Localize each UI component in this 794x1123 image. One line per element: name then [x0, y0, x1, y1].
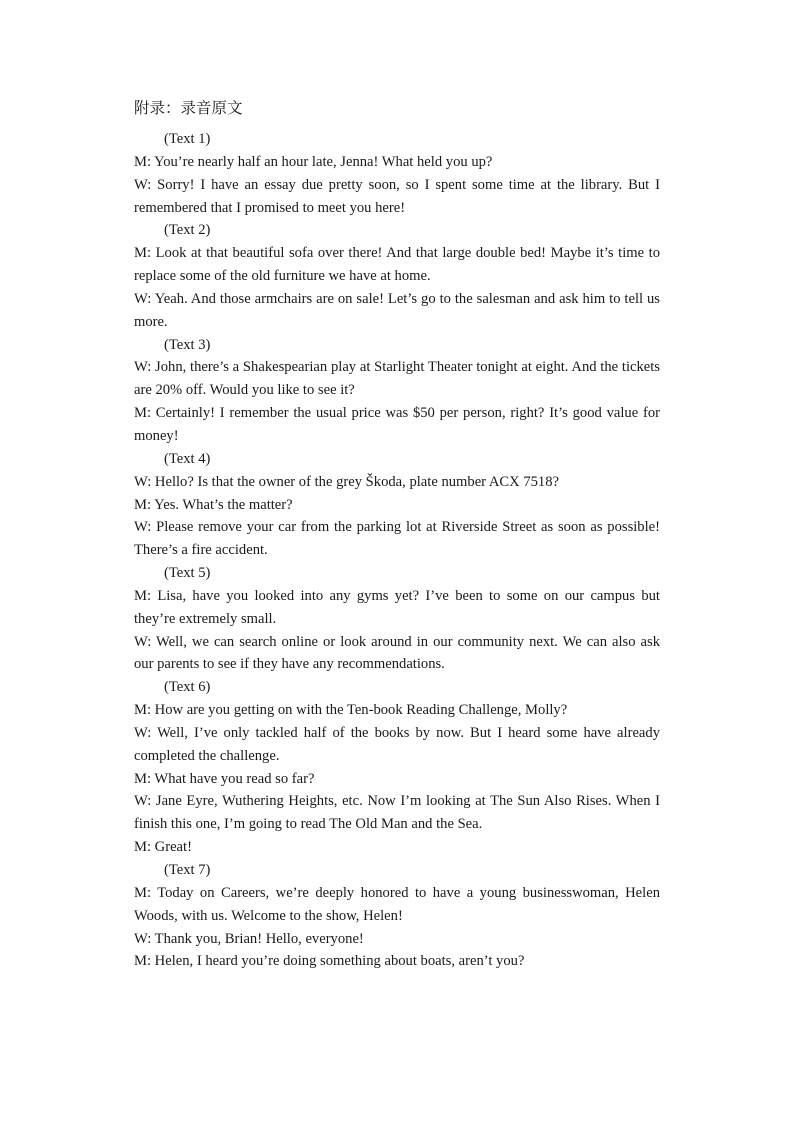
dialogue-line: W: Well, I’ve only tackled half of the books by now. But I heard some have already completed the challenge. — [134, 724, 660, 764]
dialogue-line: M: How are you getting on with the Ten-book Reading Challenge, Molly? — [134, 702, 568, 719]
dialogue-line: W: Hello? Is that the owner of the grey Škoda, plate number ACX 7518? — [134, 473, 559, 490]
dialogue-line: W: Please remove your car from the parking lot at Riverside Street as soon as possible! There’s a fire accident. — [134, 519, 660, 559]
dialogue-line: W: Well, we can search online or look around in our community next. We can also ask our parents to see if they have any recommendations. — [134, 633, 660, 673]
dialogue-line: M: Today on Careers, we’re deeply honored to have a young businesswoman, Helen Woods, with us. Welcome to the show, Helen! — [134, 884, 660, 924]
section-heading: (Text 1) — [164, 131, 211, 147]
dialogue-line: M: Yes. What’s the matter? — [134, 496, 293, 513]
dialogue-line: M: You’re nearly half an hour late, Jenna! What held you up? — [134, 153, 493, 170]
section-heading: (Text 2) — [164, 222, 211, 239]
document-title: 附录：录音原文 — [134, 100, 243, 117]
dialogue-line: W: Sorry! I have an essay due pretty soon, so I spent some time at the library. But I remembered that I promised to meet you here! — [134, 176, 660, 216]
dialogue-line: M: Great! — [134, 839, 192, 856]
section-heading: (Text 6) — [164, 679, 211, 696]
dialogue-line: W: John, there’s a Shakespearian play at Starlight Theater tonight at eight. And the tickets are 20% off. Would you like to see it? — [134, 359, 660, 399]
section-heading: (Text 7) — [164, 862, 211, 878]
dialogue-line: W: Yeah. And those armchairs are on sale! Let’s go to the salesman and ask him to tell us more. — [134, 290, 660, 330]
section-heading: (Text 3) — [164, 336, 211, 353]
section-heading: (Text 5) — [164, 565, 211, 582]
dialogue-line: M: Certainly! I remember the usual price was $50 per person, right? It’s good value for money! — [134, 405, 660, 444]
transcript-body — [134, 128, 660, 973]
dialogue-line: W: Jane Eyre, Wuthering Heights, etc. Now I’m looking at The Sun Also Rises. When I finish this one, I’m going to read The Old Man and the Sea. — [134, 793, 660, 833]
dialogue-line: M: Lisa, have you looked into any gyms yet? I’ve been to some on our campus but they’re extremely small. — [134, 587, 660, 627]
dialogue-line: W: Thank you, Brian! Hello, everyone! — [134, 930, 364, 947]
dialogue-line: M: Helen, I heard you’re doing something about boats, aren’t you? — [134, 953, 525, 970]
section-heading: (Text 4) — [164, 450, 211, 467]
dialogue-line: M: Look at that beautiful sofa over there! And that large double bed! Maybe it’s time to replace some of the old furniture we have at home. — [134, 245, 660, 285]
dialogue-line: M: What have you read so far? — [134, 770, 315, 787]
